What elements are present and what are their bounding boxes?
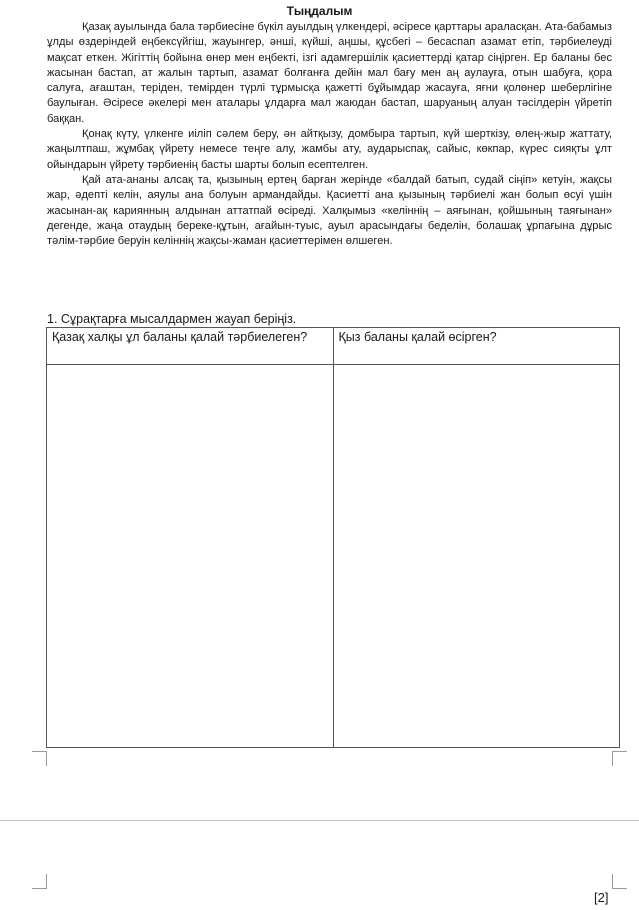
margin-corner-mark — [612, 751, 627, 766]
table-answer-row — [47, 365, 620, 748]
answer-cell-boys[interactable] — [47, 365, 334, 748]
paragraph-2: Қонақ күту, үлкенге иіліп сәлем беру, ән айтқызу, домбыра тартып, күй шерткізу, өлең-жыр жаттату, жаңылтпаш, жұмбақ үйрету немесе теңге алу, жамбы ату, аударыспақ, сайыс, көкпар, күрес сияқты ұлт ойындарын үйрету тәрбиенің басты шарты болып есептелген. — [47, 128, 612, 171]
marks-label: [2] — [594, 890, 609, 905]
answer-table — [46, 327, 620, 748]
header-boys-upbringing: Қазақ халқы ұл баланы қалай тәрбиелеген? — [47, 328, 334, 365]
answer-cell-girls[interactable] — [333, 365, 620, 748]
margin-corner-mark — [612, 874, 627, 889]
margin-corner-mark — [32, 874, 47, 889]
table-header-row — [47, 328, 620, 365]
margin-corner-mark — [32, 751, 47, 766]
question-1: 1. Сұрақтарға мысалдармен жауап беріңіз. — [47, 312, 297, 326]
document-title: Тыңдалым — [286, 4, 353, 18]
paragraph-1: Қазақ ауылында бала тәрбиесіне бүкіл ауылдың үлкендері, әсіресе қарттары араласқан. Ата-бабамыз ұлды өздеріндей еңбексүйгіш, жауынгер, әнші, күйші, аңшы, құсбегі – бесаспап азамат етіп, тәрбиелеуді мақсат еткен. Жігіттің бойына өнер мен еңбекті, ізгі адамгершілік қасиеттерді қатар сіңірген. Ер баланы бес жасынан бастап, ат жалын тартып, азамат болғанға дейін мал бағу мен аң аулауға, отын шабуға, қора салуға, ағаштан, теріден, темірден түрлі тұрмысқа қажетті бұйымдар жасауға, яғни қолөнер шеберлігіне баулыған. Әсіресе әкелері мен аталары ұлдарға мал жаюдан бастап, шаруаның алуан тәсілдерін үйретіп баққан. — [47, 21, 612, 125]
paragraph-3: Қай ата-ананы алсақ та, қызының ертең барған жерінде «балдай батып, судай сіңіп» кетуін, жақсы жар, әдепті келін, аяулы ана болуын армандайды. Қасиетті ана қызының тәрбиелі жан болып өсуі үшін жасынан-ақ кариянның алдынан аттатпай өсіреді. Халқымыз «келіннің – аяғынан, қойшының таяғынан» дегенде, жаңа отаудың береке-құтын, ағайын-туыс, ауыл арасындағы беделін, болашақ ұрпағына дұрыс тәлім-тәрбие беруін келіннің жақсы-жаман қасиеттерімен өлшеген. — [47, 173, 612, 248]
listening-text — [47, 20, 612, 249]
header-girls-upbringing: Қыз баланы қалай өсірген? — [333, 328, 620, 365]
page-break-divider — [0, 820, 639, 821]
